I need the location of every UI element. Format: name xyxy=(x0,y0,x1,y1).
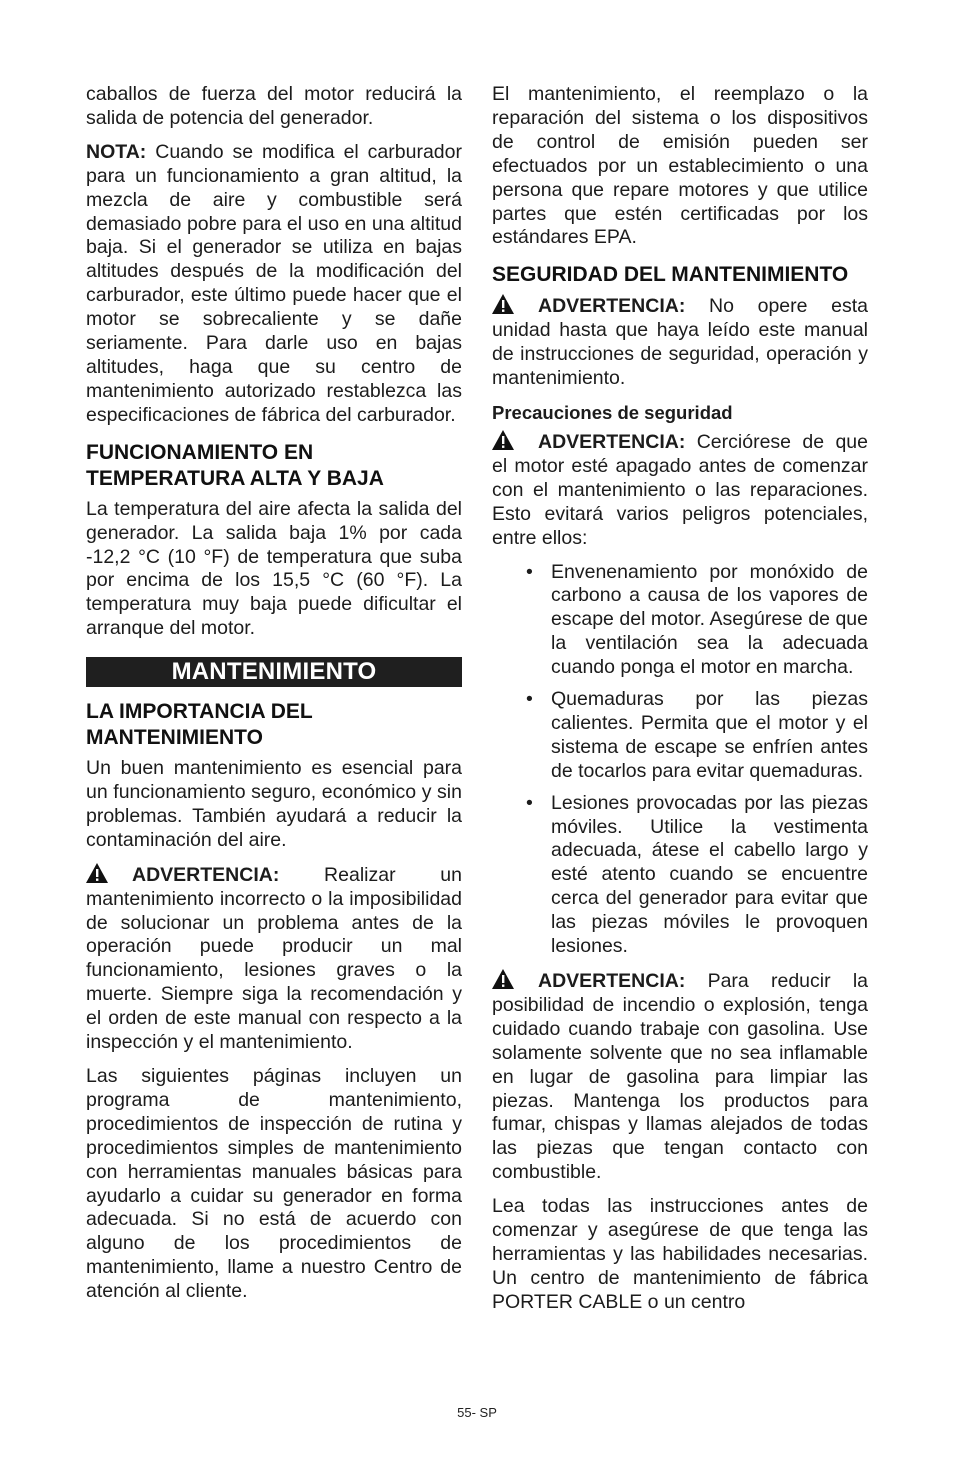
list-item-text: Lesiones provocadas por las piezas móviles. Utilice la vestimenta adecuada, átese el cabello largo y esté atento cuando se encuentre cerca del generador para evitar que las piezas móviles le provoquen lesiones. xyxy=(551,791,868,958)
page-number: 55- SP xyxy=(457,1405,497,1420)
warning-triangle-icon xyxy=(492,969,514,989)
nota-text: Cuando se modifica el carburador para un funcionamiento a gran altitud, la mezcla de aire y combustible será demasiado pobre para el uso en una altitud baja. Si el generador se utiliza en bajas altitudes después de la modificación del carburador, este último puede hacer que el motor se sobrecaliente y se dañe seriamente. Para darle uso en bajas altitudes, haga que su centro de mantenimiento autorizado restablezca las especificaciones de fábrica del carburador. xyxy=(86,140,462,426)
nota-label: NOTA: xyxy=(86,140,147,163)
section-banner-mantenimiento: MANTENIMIENTO xyxy=(86,657,462,687)
warning-block-4 xyxy=(492,969,868,1185)
paragraph-lea: Lea todas las instrucciones antes de comenzar y asegúrese de que tenga las herramientas y las habilidades necesarias. Un centro de mantenimiento de fábrica PORTER CABLE o un centro xyxy=(492,1195,868,1313)
bullet-glyph: • xyxy=(526,688,533,711)
warning-label: ADVERTENCIA: xyxy=(538,430,686,453)
warning-block-1 xyxy=(86,863,462,1055)
bullet-glyph: • xyxy=(526,791,533,814)
warning-block-2 xyxy=(492,294,868,391)
warning-label: ADVERTENCIA: xyxy=(132,863,280,886)
paragraph-epa: El mantenimiento, el reemplazo o la reparación del sistema o los dispositivos de control de emisión pueden ser efectuados por un establecimiento o una persona que repare motores y que utilice partes que estén certificadas por los estándares EPA. xyxy=(492,83,868,249)
list-item xyxy=(492,688,868,784)
warning-triangle-icon xyxy=(492,294,514,314)
heading-seguridad: SEGURIDAD DEL MANTENIMIENTO xyxy=(492,263,849,287)
heading-importancia: LA IMPORTANCIA DEL MANTENIMIENTO xyxy=(86,700,313,750)
bullet-glyph: • xyxy=(526,560,533,583)
paragraph-siguientes: Las siguientes páginas incluyen un programa de mantenimiento, procedimientos de inspección de rutina y procedimientos simples de mantenimiento con herramientas manuales básicas para ayudarlo a cuidar su generador en forma adecuada. Si no está de acuerdo con alguno de los procedimientos de mantenimiento, llame a nuestro Centro de atención al cliente. xyxy=(86,1065,462,1303)
right-column xyxy=(492,83,868,1325)
heading-temperatura: FUNCIONAMIENTO EN TEMPERATURA ALTA Y BAJA xyxy=(86,440,384,490)
paragraph-temperatura: La temperatura del aire afecta la salida del generador. La salida baja 1% por cada -12,2 °C (10 °F) de temperatura que suba por encima de los 15,5 °C (60 °F). La temperatura muy baja puede dificultar el arranque del motor. xyxy=(86,497,462,640)
hazard-list xyxy=(492,561,868,960)
warning-label: ADVERTENCIA: xyxy=(538,970,686,992)
warning-text: Cerciórese de que el motor esté apagado antes de comenzar con el mantenimiento o las reparaciones. Esto evitará varios peligros potenciales, entre ellos: xyxy=(492,430,868,549)
paragraph-importancia: Un buen mantenimiento es esencial para un funcionamiento seguro, económico y sin problemas. También ayudará a reducir la contaminación del aire. xyxy=(86,757,462,851)
warning-triangle-icon xyxy=(86,863,108,883)
list-item-text: Envenenamiento por monóxido de carbono a causa de los vapores de escape del motor. Asegúrese de que la ventilación sea la adecuada cuando ponga el motor en marcha. xyxy=(551,560,868,679)
list-item-text: Quemaduras por las piezas calientes. Permita que el motor y el sistema de escape se enfríen antes de tocarlos para evitar quemaduras. xyxy=(551,688,868,782)
list-item xyxy=(492,792,868,959)
left-column xyxy=(86,83,462,1314)
paragraph-intro: caballos de fuerza del motor reducirá la salida de potencia del generador. xyxy=(86,83,462,129)
warning-text: Realizar un mantenimiento incorrecto o la imposibilidad de solucionar un problema antes de la operación puede producir un mal funcionamiento, lesiones graves o la muerte. Siempre siga la recomendación y el orden de este manual con respecto a la inspección y el mantenimiento. xyxy=(86,863,462,1054)
warning-label: ADVERTENCIA: xyxy=(538,295,686,318)
warning-text: Para reducir la posibilidad de incendio o explosión, tenga cuidado cuando trabaje con gasolina. Use solamente solvente que no sea inflamable en lugar de gasolina para limpiar las piezas. Mantenga los productos para fumar, chispas y llamas alejados de todas las piezas que tengan contacto con combustible. xyxy=(492,970,868,1184)
warning-block-3 xyxy=(492,430,868,551)
warning-triangle-icon xyxy=(492,430,514,450)
subheading-precauciones: Precauciones de seguridad xyxy=(492,401,733,423)
warning-text: No opere esta unidad hasta que haya leído este manual de instrucciones de seguridad, operación y mantenimiento. xyxy=(492,295,868,390)
paragraph-nota xyxy=(86,141,462,428)
list-item xyxy=(492,561,868,681)
